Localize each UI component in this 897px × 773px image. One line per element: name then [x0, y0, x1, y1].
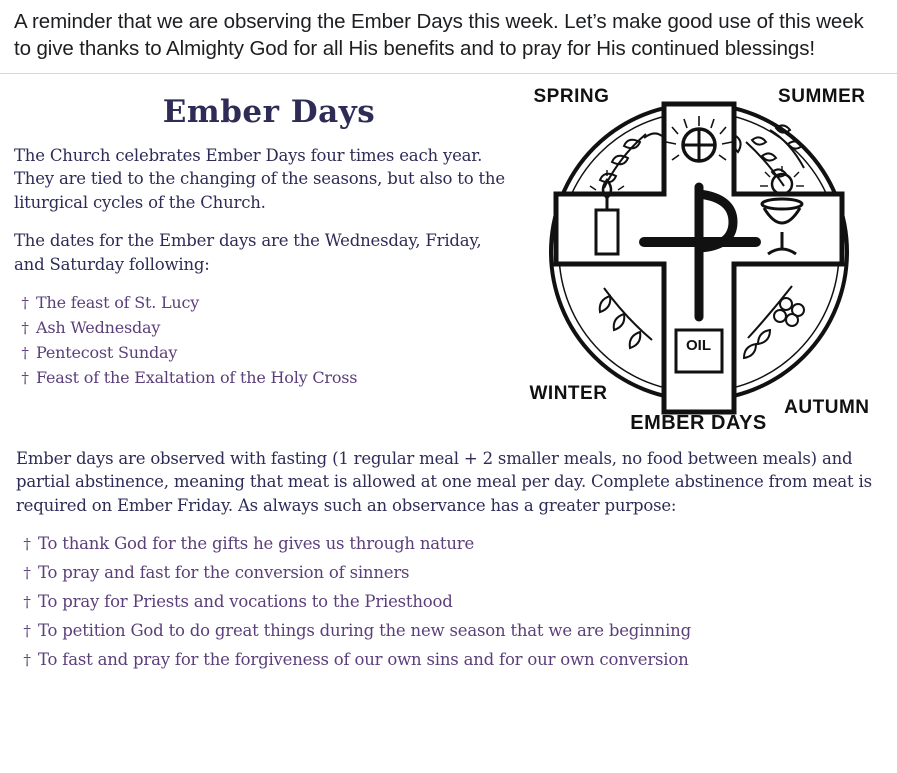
wheat-decoration	[733, 125, 804, 186]
emblem-label-winter: WINTER	[529, 382, 608, 404]
list-item-label: To pray for Priests and vocations to the Priesthood	[38, 592, 453, 612]
list-item-label: Ash Wednesday	[36, 317, 161, 337]
graphic-title: Ember Days	[162, 93, 376, 130]
list-item	[14, 366, 514, 391]
emblem-label-autumn: AUTUMN	[784, 396, 870, 418]
list-item	[16, 559, 881, 588]
list-item	[16, 617, 881, 646]
list-item-label: To pray and fast for the conversion of sinners	[38, 563, 410, 583]
list-item-label: To thank God for the gifts he gives us through nature	[38, 534, 475, 554]
list-item	[14, 341, 514, 366]
cross-icon: †	[23, 535, 31, 554]
dates-intro-paragraph: The dates for the Ember days are the Wednesday, Friday, and Saturday following:	[14, 231, 482, 275]
ember-days-emblem	[524, 82, 874, 437]
emblem-label-spring: SPRING	[533, 85, 610, 107]
list-item	[14, 291, 514, 316]
cross-icon: †	[23, 564, 31, 583]
cross-icon: †	[23, 650, 31, 669]
list-item-label: To petition God to do great things during the new season that we are beginning	[38, 620, 691, 640]
emblem-caption: EMBER DAYS	[630, 411, 767, 434]
list-item-label: Pentecost Sunday	[36, 342, 178, 362]
purpose-list	[16, 530, 881, 674]
graphic-text-column	[14, 80, 514, 391]
ember-days-graphic	[0, 74, 897, 679]
cross-icon: †	[21, 318, 29, 337]
oil-label: OIL	[686, 336, 711, 354]
cross-icon: †	[21, 294, 29, 313]
list-item	[16, 530, 881, 559]
graphic-lower-section	[14, 437, 883, 675]
list-item	[16, 588, 881, 617]
list-item-label: To fast and pray for the forgiveness of our own sins and for our own conversion	[38, 649, 689, 669]
list-item	[16, 646, 881, 675]
intro-paragraph: The Church celebrates Ember Days four times each year. They are tied to the changing of the seasons, but also to the liturgical cycles of the Church.	[14, 145, 505, 213]
list-item-label: The feast of St. Lucy	[36, 293, 200, 313]
grapes-decoration	[744, 286, 804, 358]
graphic-emblem-column	[514, 80, 883, 437]
cross-icon: †	[23, 621, 31, 640]
vine-decoration-top-left	[600, 133, 662, 188]
cross-icon: †	[23, 593, 31, 612]
list-item	[14, 316, 514, 341]
list-item-label: Feast of the Exaltation of the Holy Cross	[36, 367, 358, 387]
graphic-upper-section	[14, 80, 883, 437]
vine-decoration-bottom-left	[599, 288, 651, 348]
emblem-label-summer: SUMMER	[778, 85, 866, 107]
cross-icon: †	[21, 368, 29, 387]
dates-list	[14, 291, 514, 390]
post-message: A reminder that we are observing the Ember Days this week. Let’s make good use of this week to give thanks to Almighty God for all His benefits and to pray for His continued blessings!	[14, 10, 864, 61]
observance-paragraph: Ember days are observed with fasting (1 regular meal + 2 smaller meals, no food between meals) and partial abstinence, meaning that meat is allowed at one meal per day. Complete abstinence from meat is required on Ember Friday. As always such an observance has a greater purpose:	[16, 448, 872, 516]
cross-icon: †	[21, 343, 29, 362]
